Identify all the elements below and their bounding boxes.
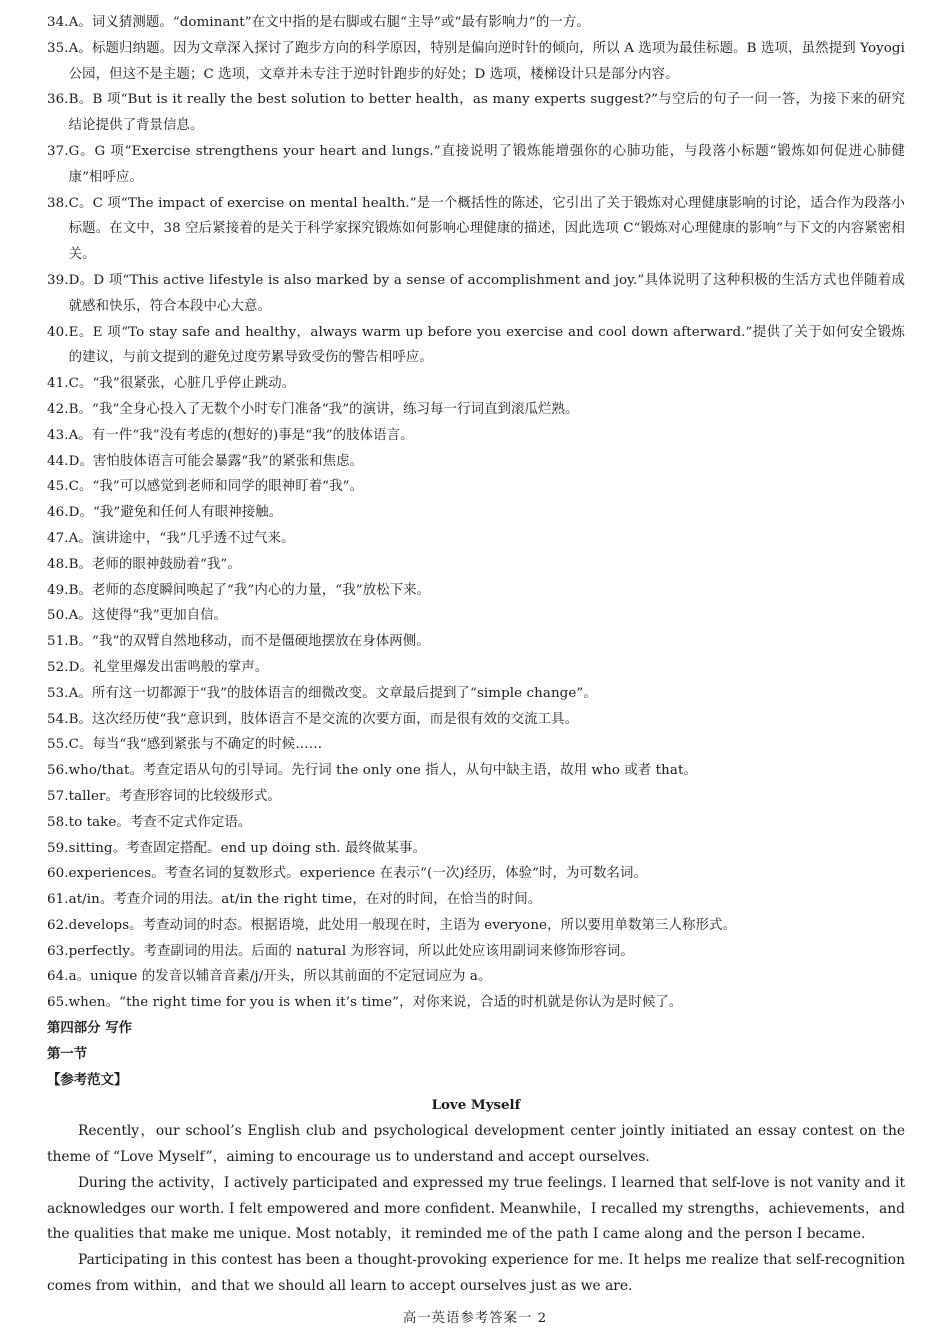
answer-item <box>47 913 905 939</box>
answer-text: A。这使得“我”更加自信。 <box>68 608 228 624</box>
page-footer: 高一英语参考答案一 2 <box>402 1311 548 1326</box>
answer-number: 35. <box>47 40 69 56</box>
answer-number: 56. <box>47 763 69 779</box>
essay-title: Love Myself <box>431 1097 521 1114</box>
answer-item <box>47 371 905 397</box>
answer-number: 55. <box>47 737 69 753</box>
answer-item <box>47 784 905 810</box>
section-heading: 第一节 <box>47 1046 88 1062</box>
answer-text: B。老师的态度瞬间唤起了“我”内心的力量，“我”放松下来。 <box>68 582 431 598</box>
answer-item <box>47 629 905 655</box>
answer-text: to take。考查不定式作定语。 <box>68 814 252 830</box>
answer-item <box>47 552 905 578</box>
answer-text: B。“我”的双臂自然地移动，而不是僵硬地摆放在身体两侧。 <box>68 634 430 650</box>
answer-number: 45. <box>47 479 69 495</box>
answer-text: B。B 项“But is it really the best solution to better health，as many experts suggest?”与空后的句子一问一答，为接下来的研究结论提供了背景信息。 <box>68 92 905 134</box>
answer-item <box>47 939 905 965</box>
answer-text: experiences。考查名词的复数形式。experience 在表示“(一次)经历，体验”时，为可数名词。 <box>68 866 647 882</box>
answer-number: 64. <box>47 969 69 985</box>
answer-text: sitting。考查固定搭配。end up doing sth. 最终做某事。 <box>68 840 426 856</box>
answer-text: develops。考查动词的时态。根据语境，此处用一般现在时，主语为 everyone，所以要用单数第三人称形式。 <box>68 917 736 933</box>
answer-item <box>47 603 905 629</box>
answer-text: a。unique 的发音以辅音音素/j/开头，所以其前面的不定冠词应为 a。 <box>68 969 492 985</box>
answer-number: 51. <box>47 634 69 650</box>
answer-number: 40. <box>47 324 69 340</box>
answer-item <box>47 758 905 784</box>
answer-text: who/that。考查定语从句的引导词。先行词 the only one 指人，从句中缺主语，故用 who 或者 that。 <box>68 763 697 779</box>
answer-item <box>47 964 905 990</box>
answer-item <box>47 397 905 423</box>
answer-number: 49. <box>47 582 69 598</box>
answer-text: perfectly。考查副词的用法。后面的 natural 为形容词，所以此处应该用副词来修饰形容词。 <box>68 943 634 959</box>
answer-text: C。“我”可以感觉到老师和同学的眼神盯着“我”。 <box>68 479 364 495</box>
answer-item <box>47 268 905 320</box>
answer-text: C。“我”很紧张，心脏几乎停止跳动。 <box>68 376 296 392</box>
answer-list <box>47 10 905 1016</box>
answer-text: C。C 项“The impact of exercise on mental health.”是一个概括性的陈述，它引出了关于锻炼对心理健康影响的讨论，适合作为段落小标题。在文中，38 空后紧接着的是关于科学家探究锻炼如何影响心理健康的描述，因此选项 C“锻炼对心理健康的影响”与下文的内容紧密相关。 <box>68 195 905 263</box>
answer-number: 43. <box>47 427 69 443</box>
answer-text: taller。考查形容词的比较级形式。 <box>68 788 281 804</box>
answer-item <box>47 474 905 500</box>
answer-text: A。词义猜测题。“dominant”在文中指的是右脚或右腿“主导”或“最有影响力”的一方。 <box>68 15 590 30</box>
answer-item <box>47 500 905 526</box>
answer-text: when。“the right time for you is when it’s time”，对你来说，合适的时机就是你认为是时候了。 <box>68 995 683 1011</box>
answer-item <box>47 10 905 36</box>
essay-paragraph: During the activity，I actively participated and expressed my true feelings. I learned that self-love is not vanity and it acknowledges our worth. I felt empowered and more confident. Meanwhile，I recalled my strengths，achievements，and the qualities that make me unique. Most notably，it reminded me of the path I came along and the person I became. <box>47 1174 905 1243</box>
answer-number: 47. <box>47 530 69 546</box>
answer-number: 44. <box>47 453 69 469</box>
answer-item <box>47 191 905 268</box>
answer-item <box>47 810 905 836</box>
answer-item <box>47 139 905 191</box>
answer-number: 58. <box>47 814 69 830</box>
answer-number: 57. <box>47 788 69 804</box>
answer-number: 60. <box>47 866 69 882</box>
answer-item <box>47 887 905 913</box>
answer-number: 61. <box>47 892 69 908</box>
writing-section <box>47 1016 905 1300</box>
essay-paragraph: Recently，our school’s English club and psychological development center jointly initiated an essay contest on the theme of “Love Myself”，aiming to encourage us to understand and accept ourselves. <box>47 1123 905 1165</box>
sample-heading: 【参考范文】 <box>47 1072 128 1088</box>
answer-item <box>47 707 905 733</box>
answer-text: B。这次经历使“我”意识到，肢体语言不是交流的次要方面，而是很有效的交流工具。 <box>68 711 579 727</box>
answer-item <box>47 320 905 372</box>
answer-text: A。有一件“我”没有考虑的(想好的)事是“我”的肢体语言。 <box>68 427 414 443</box>
answer-item <box>47 681 905 707</box>
answer-number: 48. <box>47 556 69 572</box>
answer-text: A。演讲途中，“我”几乎透不过气来。 <box>68 530 295 546</box>
answer-number: 62. <box>47 917 69 933</box>
essay-paragraph: Participating in this contest has been a thought-provoking experience for me. It helps me realize that self-recognition comes from within，and that we should all learn to accept ourselves just as we are. <box>47 1252 905 1294</box>
answer-item <box>47 578 905 604</box>
answer-number: 52. <box>47 659 69 675</box>
answer-number: 50. <box>47 608 69 624</box>
answer-item <box>47 990 905 1016</box>
answer-text: A。标题归纳题。因为文章深入探讨了跑步方向的科学原因，特别是偏向逆时针的倾向，所以 A 选项为最佳标题。B 选项，虽然提到 Yoyogi 公园，但这不是主题；C 选项，文章并未专注于逆时针跑步的好处；D 选项，楼梯设计只是部分内容。 <box>68 40 905 82</box>
answer-item <box>47 655 905 681</box>
answer-item <box>47 836 905 862</box>
answer-text: B。“我”全身心投入了无数个小时专门准备“我”的演讲，练习每一行词直到滚瓜烂熟。 <box>68 401 579 417</box>
answer-text: C。每当“我”感到紧张与不确定的时候…… <box>68 737 323 753</box>
answer-number: 46. <box>47 505 69 521</box>
answer-number: 63. <box>47 943 69 959</box>
answer-text: E。E 项“To stay safe and healthy，always warm up before you exercise and cool down afterward.”提供了关于如何安全锻炼的建议，与前文提到的避免过度劳累导致受伤的警告相呼应。 <box>68 324 905 366</box>
answer-number: 54. <box>47 711 69 727</box>
answer-item <box>47 732 905 758</box>
answer-number: 39. <box>47 272 69 288</box>
part-heading: 第四部分 写作 <box>47 1021 133 1036</box>
answer-number: 53. <box>47 685 69 701</box>
answer-number: 37. <box>47 143 69 159</box>
answer-text: D。“我”避免和任何人有眼神接触。 <box>68 505 283 521</box>
answer-item <box>47 861 905 887</box>
answer-text: G。G 项“Exercise strengthens your heart and lungs.”直接说明了锻炼能增强你的心肺功能，与段落小标题“锻炼如何促进心肺健康”相呼应。 <box>68 143 905 185</box>
answer-text: D。礼堂里爆发出雷鸣般的掌声。 <box>68 659 269 675</box>
answer-number: 38. <box>47 195 69 211</box>
answer-item <box>47 87 905 139</box>
answer-number: 59. <box>47 840 69 856</box>
answer-item <box>47 449 905 475</box>
answer-item <box>47 526 905 552</box>
answer-number: 41. <box>47 376 69 392</box>
answer-number: 36. <box>47 92 69 108</box>
answer-text: at/in。考查介词的用法。at/in the right time，在对的时间，在恰当的时间。 <box>68 892 542 908</box>
answer-text: B。老师的眼神鼓励着“我”。 <box>68 556 241 572</box>
answer-number: 65. <box>47 995 69 1011</box>
answer-text: D。D 项“This active lifestyle is also marked by a sense of accomplishment and joy.”具体说明了这种积极的生活方式也伴随着成就感和快乐，符合本段中心大意。 <box>68 272 905 314</box>
answer-number: 42. <box>47 401 69 417</box>
answer-item <box>47 36 905 88</box>
answer-text: A。所有这一切都源于“我”的肢体语言的细微改变。文章最后提到了“simple change”。 <box>68 685 597 701</box>
answer-number: 34. <box>47 15 69 30</box>
answer-item <box>47 423 905 449</box>
answer-text: D。害怕肢体语言可能会暴露“我”的紧张和焦虑。 <box>68 453 364 469</box>
